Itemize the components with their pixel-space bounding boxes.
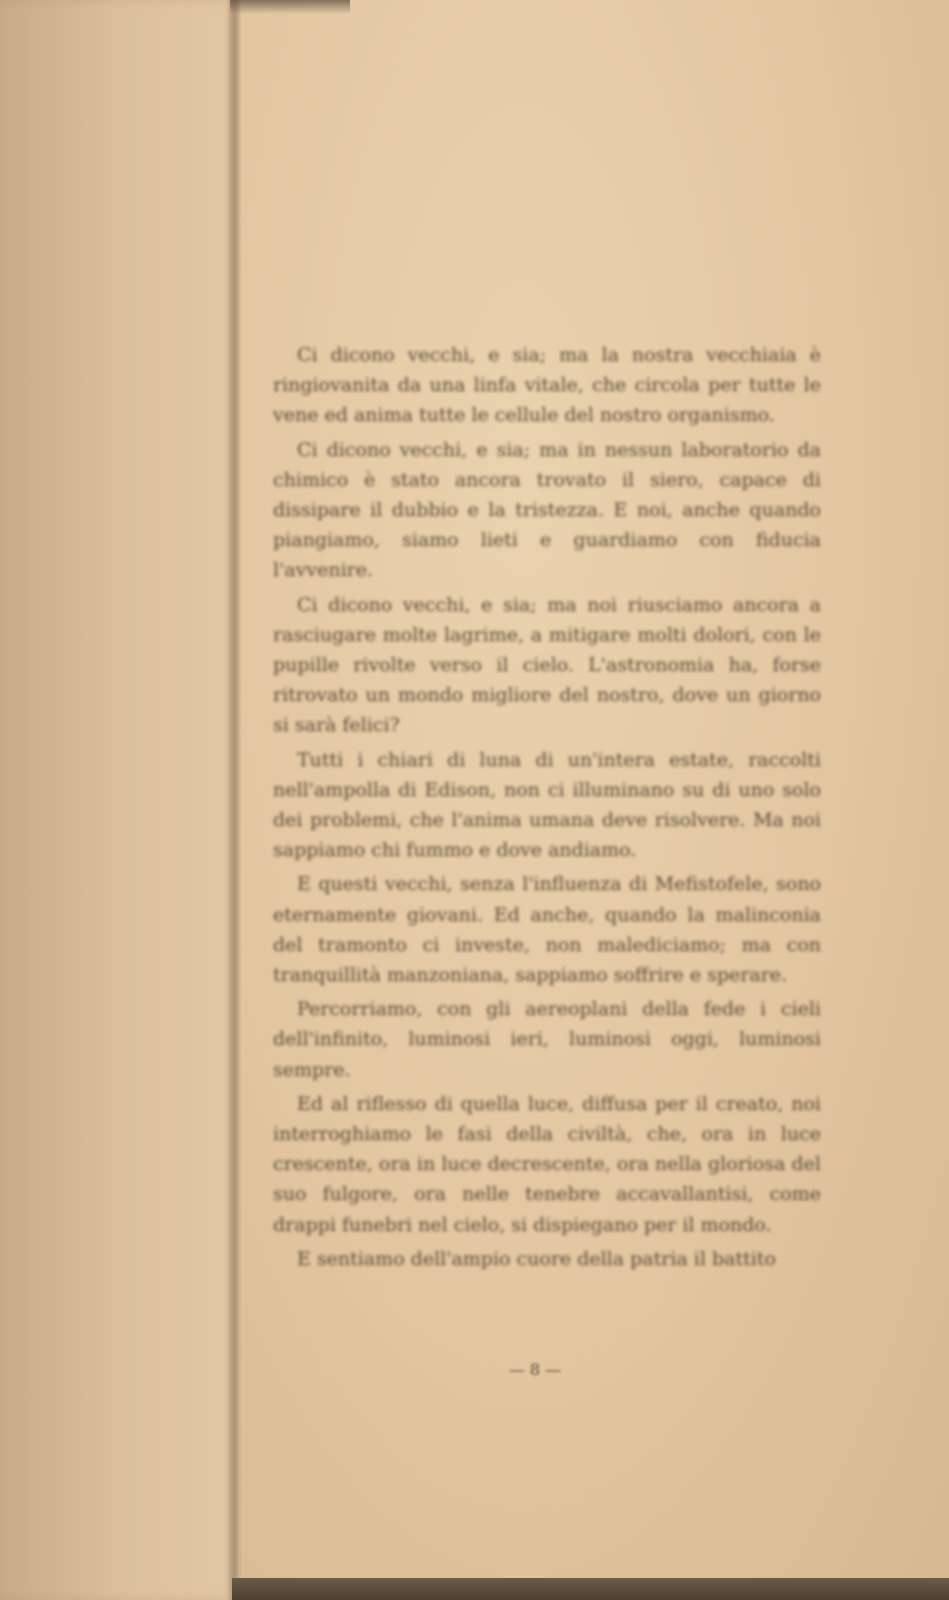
page-number: — 8 — — [508, 1360, 562, 1379]
paragraph: Ci dicono vecchi, e sia; ma noi riusciamo ancora a rasciugare molte lagrime, a mitigare molti dolori, con le pupille rivolte verso il cielo. L'astronomia ha, forse ritrovato un mondo migliore del nostro, dove un giorno si sarà felici? — [273, 593, 821, 737]
paragraph: Percorriamo, con gli aereoplani della fede i cieli dell'infinito, luminosi ieri, luminosi oggi, luminosi sempre. — [273, 998, 821, 1081]
paragraph: Ed al riflesso di quella luce, diffusa per il creato, noi interroghiamo le fasi della civiltà, che, ora in luce crescente, ora in luce decrescente, ora nella gloriosa del suo fulgore, ora nelle tenebre accavallantisi, come drappi funebri nel cielo, si dispiegano per il mondo. — [273, 1092, 821, 1236]
top-shadow — [230, 0, 350, 14]
bottom-edge — [232, 1578, 949, 1600]
paragraph: Ci dicono vecchi, e sia; ma la nostra vecchiaia è ringiovanita da una linfa vitale, che circola per tutte le vene ed anima tutte le cellule del nostro organismo. — [273, 344, 821, 427]
body-text — [273, 340, 821, 1278]
paragraph: Tutti i chiari di luna di un'intera estate, raccolti nell'ampolla di Edison, non ci illuminano su di uno solo dei problemi, che l'anima umana deve risolvere. Ma noi sappiamo chi fummo e dove andiamo. — [273, 748, 821, 862]
paragraph: E sentiamo dell'ampio cuore della patria il battito — [297, 1247, 776, 1270]
book-gutter — [226, 0, 242, 1600]
paragraph: E questi vecchi, senza l'influenza di Mefistofele, sono eternamente giovani. Ed anche, quando la malinconia del tramonto ci investe, non malediciamo; ma con tranquillità manzoniana, sappiamo soffrire e sperare. — [273, 873, 821, 987]
paragraph: Ci dicono vecchi, e sia; ma in nessun laboratorio da chimico è stato ancora trovato il siero, capace di dissipare il dubbio e la tristezza. E noi, anche quando piangiamo, siamo lieti e guardiamo con fiducia l'avvenire. — [273, 438, 821, 582]
left-page — [0, 0, 238, 1600]
